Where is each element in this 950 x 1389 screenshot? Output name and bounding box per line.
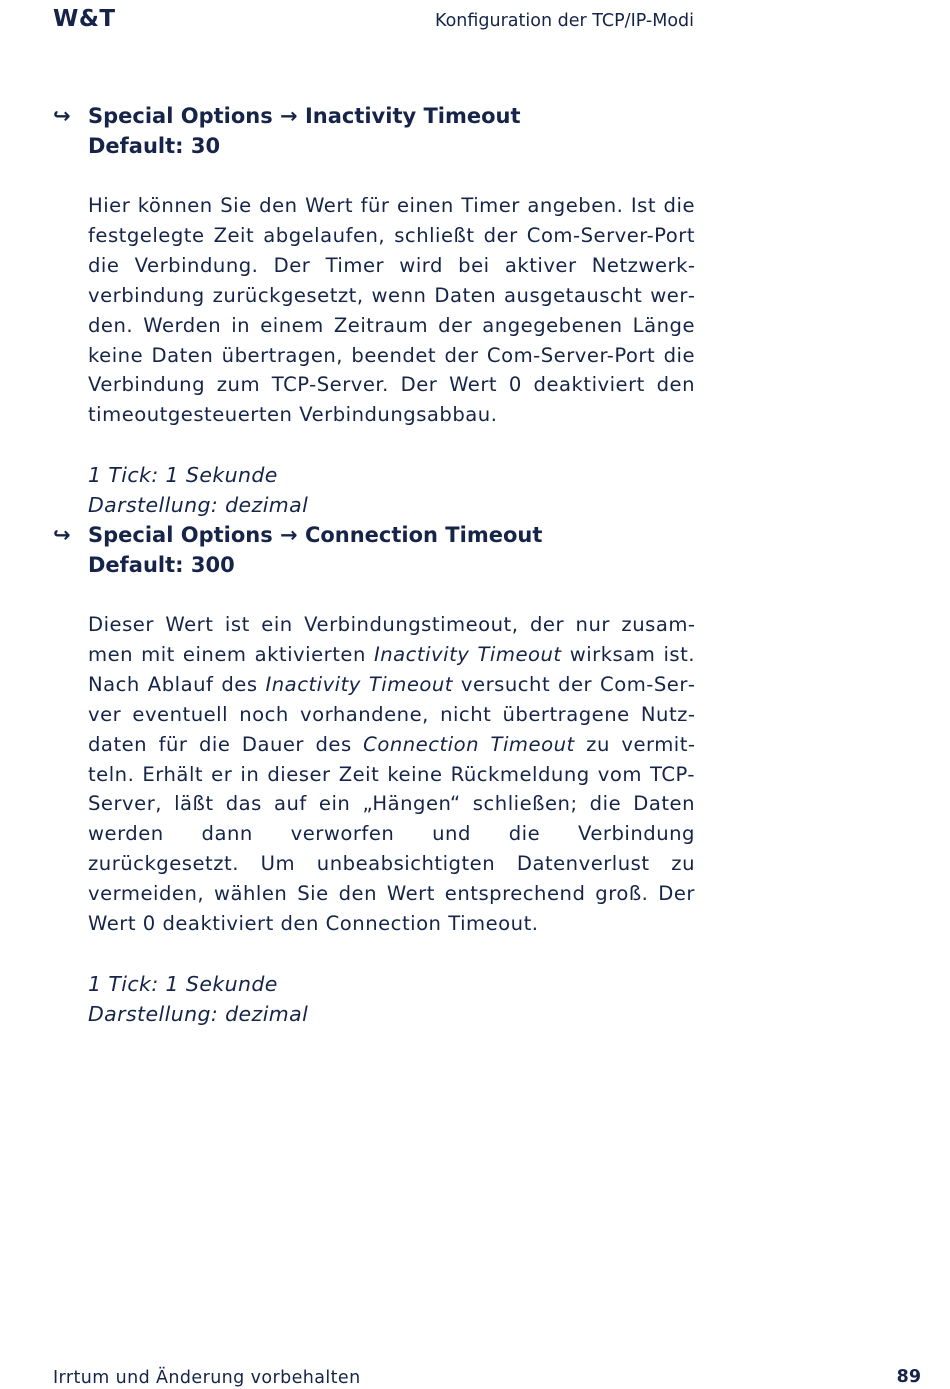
brand-logo: W&T: [53, 6, 116, 32]
term-connection-timeout: Connection Timeout: [363, 732, 575, 756]
section-heading-row: [0, 101, 950, 131]
term-inactivity-timeout: Inactivity Timeout: [373, 642, 562, 666]
body-text: versucht der Com-Server eventuell noch vorhandene, nicht übertragene Nutzdaten für die Dauer des: [88, 672, 695, 756]
hook-arrow-icon: ↪: [53, 523, 71, 547]
tick-note: 1 Tick: 1 Sekunde: [88, 463, 278, 488]
section-notes: [88, 460, 950, 520]
format-note: Darstellung: dezimal: [88, 1001, 309, 1026]
section-body: [88, 610, 695, 939]
running-head: Konfiguration der TCP/IP-Modi: [434, 11, 694, 31]
body-text: Hier können Sie den Wert für einen Timer angeben. Ist die festgelegte Zeit abgelaufen, schließt der Com-Server-Port die Verbindung. Der Timer wird bei aktiver Netzwerkverbindung zurückgesetzt, wenn Daten ausgetauscht werden. Werden in einem Zeitraum der angegebenen Länge keine Daten übertragen, beendet der Com-Server-Port die Verbindung zum TCP-Server. Der Wert 0 deaktiviert den timeoutgesteuerten Verbindungsabbau.: [88, 194, 695, 427]
body-text: zu vermitteln. Erhält er in dieser Zeit keine Rückmeldung vom TCP-Server, läßt das auf ein „Hängen“ schließen; die Daten werden dann verworfen und die Verbindung zurückgesetzt. Um unbeabsichtigten Datenverlust zu vermeiden, wählen Sie den Wert entsprechend groß. Der Wert 0 deaktiviert den Connection Timeout.: [88, 732, 695, 936]
section-heading: Special Options → Inactivity Timeout: [88, 104, 521, 128]
section-connection-timeout: [0, 520, 950, 1029]
section-heading-row: [0, 520, 950, 550]
section-heading: Special Options → Connection Timeout: [88, 523, 543, 547]
section-inactivity-timeout: [0, 101, 950, 520]
page-number: 89: [896, 1367, 921, 1387]
format-note: Darstellung: dezimal: [88, 493, 309, 518]
term-inactivity-timeout: Inactivity Timeout: [265, 672, 453, 696]
footer-disclaimer: Irrtum und Änderung vorbehalten: [53, 1368, 361, 1388]
default-value: Default: 300: [88, 553, 235, 577]
tick-note: 1 Tick: 1 Sekunde: [88, 971, 278, 996]
body-text: wirksam ist. Nach Ablauf des: [88, 642, 696, 696]
hook-arrow-icon: ↪: [53, 104, 71, 128]
body-text: Dieser Wert ist ein Verbindungstimeout, der nur zusammen mit einem aktivierten: [88, 613, 695, 666]
section-notes: [88, 969, 950, 1029]
section-body: [88, 191, 695, 430]
default-value: Default: 30: [88, 134, 221, 158]
